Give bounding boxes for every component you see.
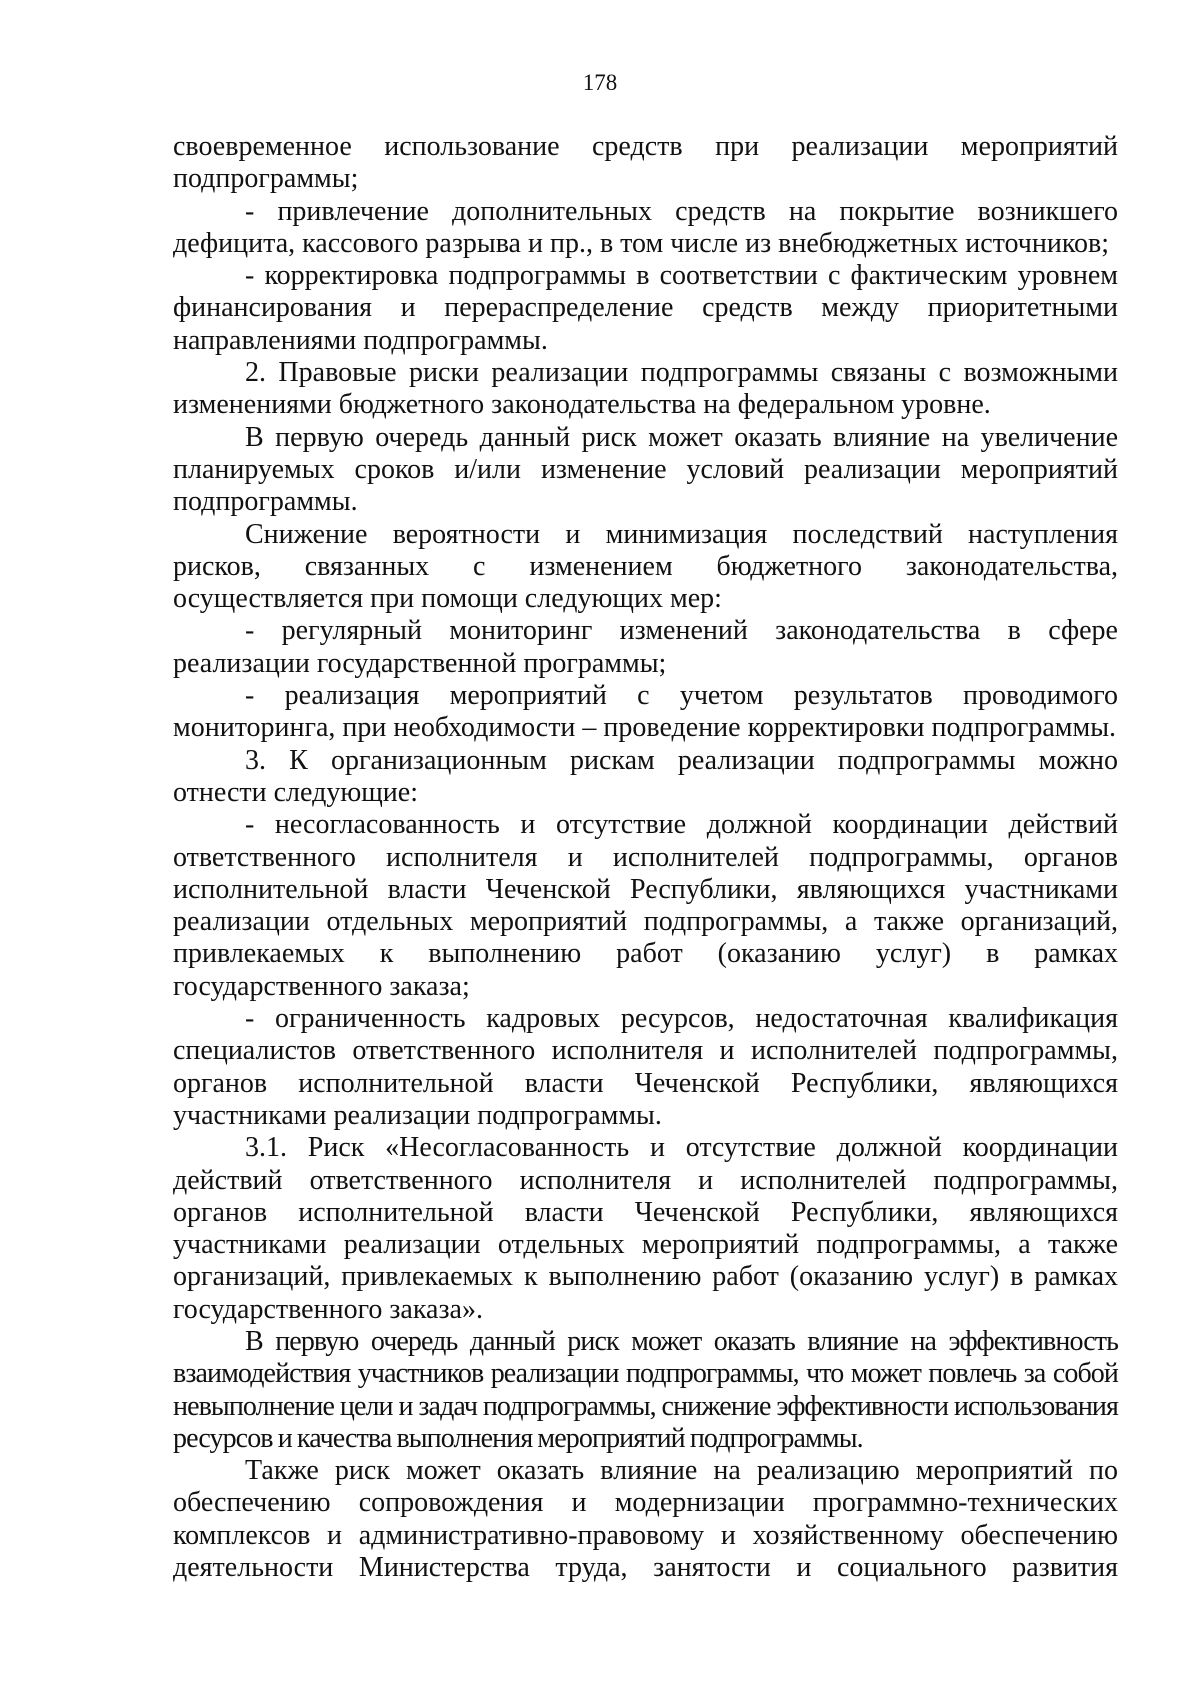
document-body: [173, 131, 1118, 1584]
paragraph: Также риск может оказать влияние на реализацию мероприятий по обеспечению сопровождения и модернизации программно-технических комплексов и административно-правовому и хозяйственному обеспечению деятельности Министерства труда, занятости и социального развития: [173, 1455, 1118, 1584]
page-number: 178: [582, 70, 618, 95]
paragraph: Снижение вероятности и минимизация последствий наступления рисков, связанных с изменением бюджетного законодательства, осуществляется при помощи следующих мер:: [173, 518, 1118, 615]
paragraph: - привлечение дополнительных средств на покрытие возникшего дефицита, кассового разрыва и пр., в том числе из внебюджетных источников;: [173, 195, 1118, 259]
paragraph: - реализация мероприятий с учетом результатов проводимого мониторинга, при необходимости – проведение корректировки подпрограммы.: [173, 680, 1118, 744]
paragraph: 3. К организационным рискам реализации подпрограммы можно отнести следующие:: [173, 744, 1118, 808]
paragraph: своевременное использование средств при реализации мероприятий подпрограммы;: [173, 131, 1118, 195]
paragraph: В первую очередь данный риск может оказать влияние на эффективность взаимодействия участников реализации подпрограммы, что может повлечь за собой невыполнение цели и задач подпрограммы, снижение эффективности использования ресурсов и качества выполнения мероприятий подпрограммы.: [173, 1325, 1118, 1454]
paragraph: - корректировка подпрограммы в соответствии с фактическим уровнем финансирования и перераспределение средств между приоритетными направлениями подпрограммы.: [173, 260, 1118, 356]
paragraph: - несогласованность и отсутствие должной координации действий ответственного исполнителя и исполнителей подпрограммы, органов исполнительной власти Чеченской Республики, являющихся участниками реализации отдельных мероприятий подпрограммы, а также организаций, привлекаемых к выполнению работ (оказанию услуг) в рамках государственного заказа;: [173, 809, 1118, 1002]
paragraph: - ограниченность кадровых ресурсов, недостаточная квалификация специалистов ответственного исполнителя и исполнителей подпрограммы, органов исполнительной власти Чеченской Республики, являющихся участниками реализации подпрограммы.: [173, 1003, 1118, 1131]
paragraph: - регулярный мониторинг изменений законодательства в сфере реализации государственной программы;: [173, 615, 1118, 679]
paragraph: В первую очередь данный риск может оказать влияние на увеличение планируемых сроков и/или изменение условий реализации мероприятий подпрограммы.: [173, 421, 1118, 518]
paragraph: 3.1. Риск «Несогласованность и отсутствие должной координации действий ответственного исполнителя и исполнителей подпрограммы, органов исполнительной власти Чеченской Республики, являющихся участниками реализации отдельных мероприятий подпрограммы, а также организаций, привлекаемых к выполнению работ (оказанию услуг) в рамках государственного заказа».: [173, 1132, 1118, 1325]
paragraph: 2. Правовые риски реализации подпрограммы связаны с возможными изменениями бюджетного законодательства на федеральном уровне.: [173, 357, 1118, 421]
